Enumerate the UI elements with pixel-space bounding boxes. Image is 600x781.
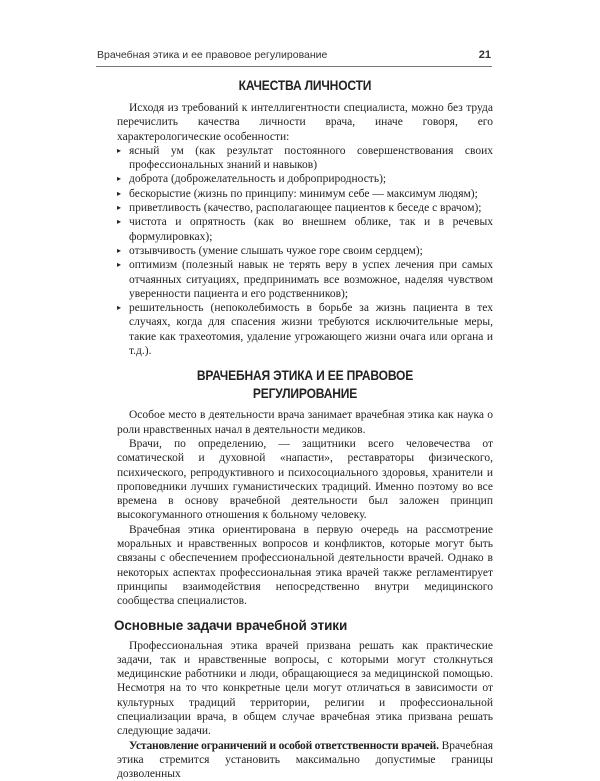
triangle-bullet-icon: ▸ xyxy=(117,174,122,184)
triangle-bullet-icon: ▸ xyxy=(117,260,122,270)
list-item: ▸ приветливость (качество, располагающее пациентов к беседе с врачом); xyxy=(117,202,482,215)
list-item: ▸ решительность (непоколебимость в борьбе за жизнь пациента в тех случаях, когда для спасения жизни требуются исключительные меры, такие как трахеотомия, удаление угрожающего жизни очага или органа и т.д.). xyxy=(117,302,493,358)
body-paragraph: Врачи, по определению, — защитники всего человечества от соматической и духовной «напасти», реставраторы физического, психического, репродуктивного и психосоциального здоровья, хранители и проповедники лучших гуманистических традиций. Именно поэтому во все времена в основу врачебной деятельности был заложен принцип высокогуманного отношения к больному человеку. xyxy=(117,437,493,522)
qualities-list xyxy=(117,144,493,358)
list-item: ▸ ясный ум (как результат постоянного совершенствования своих профессиональных знаний и навыков) xyxy=(117,144,493,172)
section-heading-ethics-regulation: ВРАЧЕБНАЯ ЭТИКА И ЕЕ ПРАВОВОЕ РЕГУЛИРОВАНИЕ xyxy=(196,367,414,402)
triangle-bullet-icon: ▸ xyxy=(117,217,122,227)
triangle-bullet-icon: ▸ xyxy=(117,188,122,198)
body-paragraph: Профессиональная этика врачей призвана решать как практические задачи, так и нравственные вопросы, с которыми могут столкнуться медицинские работники и люди, обращающиеся за медицинской помощью. Несмотря на то что конкретные цели могут отличаться в зависимости от культурных традиций территории, религии и профессиональной специализации врача, в общем случае врачебная этика призвана решать следующие задачи. xyxy=(117,639,493,738)
running-header xyxy=(97,49,491,61)
list-item: ▸ чистота и опрятность (как во внешнем облике, так и в речевых формулировках); xyxy=(117,216,493,243)
page-number: 21 xyxy=(478,49,491,61)
body-paragraph: Особое место в деятельности врача занимает врачебная этика как наука о роли нравственных начал в деятельности медиков. xyxy=(117,409,493,436)
list-item: ▸ оптимизм (полезный навык не терять веру в успех лечения при самых отчаянных ситуациях, предпринимать все возможное, наделяя чувством уверенности пациента и его родственников); xyxy=(117,259,493,300)
runin-text: Врачебная этика стремится установить максимально допустимые границы дозволенных xyxy=(117,739,493,781)
list-item: ▸ доброта (доброжелательность и доброприродность); xyxy=(117,173,387,186)
section-heading-personality: КАЧЕСТВА ЛИЧНОСТИ xyxy=(238,77,372,93)
runin-heading: Установление ограничений и особой ответственности врачей. xyxy=(129,739,439,752)
triangle-bullet-icon: ▸ xyxy=(117,245,122,255)
header-rule xyxy=(96,66,492,67)
running-title: Врачебная этика и ее правовое регулирование xyxy=(97,49,328,61)
runin-paragraph xyxy=(117,739,493,781)
list-item: ▸ отзывчивость (умение слышать чужое горе своим сердцем); xyxy=(117,244,423,257)
list-item: ▸ бескорыстие (жизнь по принципу: минимум себе — максимум людям); xyxy=(117,187,478,200)
triangle-bullet-icon: ▸ xyxy=(117,145,122,155)
triangle-bullet-icon: ▸ xyxy=(117,303,122,313)
intro-paragraph: Исходя из требований к интеллигентности специалиста, можно без труда перечислить качества личности врача, иначе говоря, его характерологические особенности: xyxy=(117,102,493,143)
triangle-bullet-icon: ▸ xyxy=(117,203,122,213)
page-body xyxy=(114,76,493,781)
subheading-main-tasks: Основные задачи врачебной этики xyxy=(114,617,348,633)
body-paragraph: Врачебная этика ориентирована в первую очередь на рассмотрение моральных и нравственных вопросов и конфликтов, которые могут быть связаны с обеспечением профессиональной деятельности врачей. Однако в некоторых аспектах профессиональная этика врачей также регламентирует принципы взаимодействия непосредственно внутри медицинского сообщества специалистов. xyxy=(117,523,493,608)
